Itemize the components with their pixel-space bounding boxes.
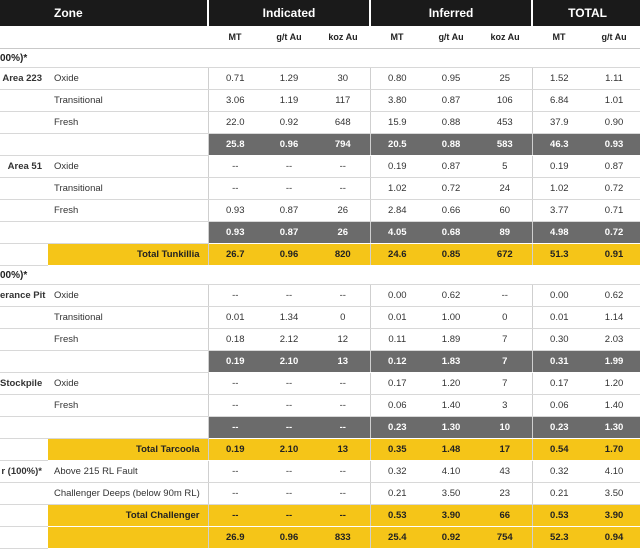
- value-cell: --: [262, 395, 316, 417]
- table-row: [0, 112, 640, 134]
- unit-cell: koz Au: [478, 26, 532, 49]
- value-cell: 0.01: [208, 307, 262, 329]
- zone-label: Transitional: [48, 307, 208, 329]
- value-cell: 2.10: [262, 351, 316, 373]
- deposit-name: [0, 90, 48, 112]
- deposit-name: Area 223: [0, 68, 48, 90]
- value-cell: 17: [478, 439, 532, 461]
- deposit-name: [0, 505, 48, 527]
- zone-label: [48, 222, 208, 244]
- subtotal-row: [0, 351, 640, 373]
- value-cell: 0.18: [208, 329, 262, 351]
- value-cell: 0.17: [532, 373, 586, 395]
- value-cell: 0.91: [586, 244, 640, 266]
- zone-label: Challenger Deeps (below 90m RL): [48, 483, 208, 505]
- deposit-name: [0, 483, 48, 505]
- units-blank: [48, 26, 208, 49]
- value-cell: 26.9: [208, 527, 262, 549]
- header-total: TOTAL: [532, 0, 640, 26]
- value-cell: 1.02: [370, 178, 424, 200]
- value-cell: 1.48: [424, 439, 478, 461]
- value-cell: --: [208, 395, 262, 417]
- header-zone: Zone: [48, 0, 208, 26]
- value-cell: 117: [316, 90, 370, 112]
- value-cell: 1.29: [262, 68, 316, 90]
- value-cell: --: [316, 156, 370, 178]
- deposit-name: [0, 244, 48, 266]
- value-cell: 794: [316, 134, 370, 156]
- value-cell: 52.3: [532, 527, 586, 549]
- value-cell: --: [316, 417, 370, 439]
- value-cell: 0.30: [532, 329, 586, 351]
- section-title: 00%)*: [0, 266, 640, 285]
- value-cell: 0.23: [532, 417, 586, 439]
- value-cell: 4.10: [586, 461, 640, 483]
- unit-cell: MT: [532, 26, 586, 49]
- deposit-name: [0, 439, 48, 461]
- table-row: [0, 373, 640, 395]
- value-cell: 754: [478, 527, 532, 549]
- value-cell: 583: [478, 134, 532, 156]
- value-cell: 0.88: [424, 134, 478, 156]
- subtotal-row: [0, 134, 640, 156]
- value-cell: 13: [316, 439, 370, 461]
- value-cell: 46.3: [532, 134, 586, 156]
- unit-cell: g/t Au: [586, 26, 640, 49]
- zone-label: Fresh: [48, 395, 208, 417]
- value-cell: 26: [316, 222, 370, 244]
- value-cell: 833: [316, 527, 370, 549]
- value-cell: 820: [316, 244, 370, 266]
- value-cell: 0.06: [370, 395, 424, 417]
- zone-label: Above 215 RL Fault: [48, 461, 208, 483]
- deposit-name: [0, 222, 48, 244]
- value-cell: 1.19: [262, 90, 316, 112]
- value-cell: 0.01: [370, 307, 424, 329]
- value-cell: --: [208, 373, 262, 395]
- value-cell: 25.8: [208, 134, 262, 156]
- value-cell: 0.62: [424, 285, 478, 307]
- value-cell: 0.92: [262, 112, 316, 134]
- value-cell: 0.93: [208, 222, 262, 244]
- value-cell: 3.06: [208, 90, 262, 112]
- unit-cell: MT: [370, 26, 424, 49]
- deposit-name: [0, 395, 48, 417]
- table-row: [0, 461, 640, 483]
- value-cell: 0.19: [208, 351, 262, 373]
- value-cell: 1.20: [586, 373, 640, 395]
- value-cell: --: [316, 395, 370, 417]
- value-cell: 3.80: [370, 90, 424, 112]
- value-cell: 0.87: [424, 156, 478, 178]
- value-cell: 0.53: [532, 505, 586, 527]
- zone-label: Oxide: [48, 68, 208, 90]
- deposit-name: r (100%)*: [0, 461, 48, 483]
- value-cell: 0.17: [370, 373, 424, 395]
- value-cell: 1.14: [586, 307, 640, 329]
- zone-label: Oxide: [48, 373, 208, 395]
- value-cell: --: [208, 505, 262, 527]
- deposit-name: [0, 527, 48, 549]
- zone-label: [48, 417, 208, 439]
- deposit-name: [0, 134, 48, 156]
- value-cell: 2.84: [370, 200, 424, 222]
- zone-label: Fresh: [48, 329, 208, 351]
- value-cell: --: [208, 285, 262, 307]
- header-inferred: Inferred: [370, 0, 532, 26]
- value-cell: 0: [478, 307, 532, 329]
- table-row: [0, 200, 640, 222]
- value-cell: 672: [478, 244, 532, 266]
- value-cell: 43: [478, 461, 532, 483]
- value-cell: --: [262, 505, 316, 527]
- value-cell: 10: [478, 417, 532, 439]
- value-cell: 0.11: [370, 329, 424, 351]
- value-cell: 30: [316, 68, 370, 90]
- value-cell: 66: [478, 505, 532, 527]
- zone-label: [48, 527, 208, 549]
- value-cell: 0.94: [586, 527, 640, 549]
- deposit-name: Area 51: [0, 156, 48, 178]
- table-row: [0, 156, 640, 178]
- value-cell: 5: [478, 156, 532, 178]
- value-cell: 22.0: [208, 112, 262, 134]
- header-name-cell: [0, 0, 48, 26]
- value-cell: 0.00: [370, 285, 424, 307]
- value-cell: 0.87: [262, 222, 316, 244]
- unit-cell: MT: [208, 26, 262, 49]
- value-cell: 37.9: [532, 112, 586, 134]
- value-cell: 26.7: [208, 244, 262, 266]
- value-cell: 453: [478, 112, 532, 134]
- value-cell: --: [316, 178, 370, 200]
- value-cell: 0.66: [424, 200, 478, 222]
- zone-label: Oxide: [48, 285, 208, 307]
- value-cell: 0.80: [370, 68, 424, 90]
- value-cell: 0.93: [586, 134, 640, 156]
- value-cell: 1.40: [586, 395, 640, 417]
- value-cell: 0.93: [208, 200, 262, 222]
- value-cell: 0.71: [586, 200, 640, 222]
- value-cell: 0.96: [262, 134, 316, 156]
- value-cell: 0.06: [532, 395, 586, 417]
- unit-cell: g/t Au: [424, 26, 478, 49]
- value-cell: 51.3: [532, 244, 586, 266]
- value-cell: --: [262, 373, 316, 395]
- value-cell: 13: [316, 351, 370, 373]
- deposit-name: erance Pit: [0, 285, 48, 307]
- value-cell: 2.12: [262, 329, 316, 351]
- zone-label: [48, 351, 208, 373]
- value-cell: 26: [316, 200, 370, 222]
- value-cell: 0.72: [424, 178, 478, 200]
- zone-label: Fresh: [48, 112, 208, 134]
- table-row: [0, 307, 640, 329]
- value-cell: 12: [316, 329, 370, 351]
- value-cell: 3: [478, 395, 532, 417]
- value-cell: 0.95: [424, 68, 478, 90]
- deposit-name: [0, 329, 48, 351]
- value-cell: --: [208, 461, 262, 483]
- table-row: [0, 483, 640, 505]
- value-cell: 1.02: [532, 178, 586, 200]
- value-cell: --: [208, 178, 262, 200]
- value-cell: 0.19: [532, 156, 586, 178]
- value-cell: 1.52: [532, 68, 586, 90]
- zone-label: [48, 134, 208, 156]
- value-cell: 4.05: [370, 222, 424, 244]
- subtotal-row: [0, 417, 640, 439]
- value-cell: 7: [478, 329, 532, 351]
- value-cell: 15.9: [370, 112, 424, 134]
- table-row: [0, 285, 640, 307]
- value-cell: 1.89: [424, 329, 478, 351]
- value-cell: 0.54: [532, 439, 586, 461]
- subtotal-row: [0, 222, 640, 244]
- value-cell: 0.35: [370, 439, 424, 461]
- deposit-name: [0, 307, 48, 329]
- section-title: 00%)*: [0, 49, 640, 68]
- zone-label: Total Challenger: [48, 505, 208, 527]
- zone-label: Fresh: [48, 200, 208, 222]
- value-cell: 0: [316, 307, 370, 329]
- deposit-name: [0, 112, 48, 134]
- total-row: [0, 439, 640, 461]
- value-cell: 1.01: [586, 90, 640, 112]
- deposit-name: Stockpile: [0, 373, 48, 395]
- value-cell: 0.90: [586, 112, 640, 134]
- value-cell: 1.70: [586, 439, 640, 461]
- value-cell: --: [316, 505, 370, 527]
- table-row: [0, 68, 640, 90]
- value-cell: --: [262, 285, 316, 307]
- value-cell: 106: [478, 90, 532, 112]
- value-cell: 0.32: [532, 461, 586, 483]
- value-cell: 0.62: [586, 285, 640, 307]
- value-cell: 0.72: [586, 178, 640, 200]
- value-cell: 0.31: [532, 351, 586, 373]
- value-cell: 23: [478, 483, 532, 505]
- value-cell: 1.00: [424, 307, 478, 329]
- unit-cell: g/t Au: [262, 26, 316, 49]
- unit-cell: koz Au: [316, 26, 370, 49]
- value-cell: --: [316, 483, 370, 505]
- value-cell: 3.77: [532, 200, 586, 222]
- value-cell: 20.5: [370, 134, 424, 156]
- value-cell: --: [262, 156, 316, 178]
- zone-label: Transitional: [48, 178, 208, 200]
- value-cell: --: [316, 373, 370, 395]
- value-cell: 0.68: [424, 222, 478, 244]
- value-cell: 25: [478, 68, 532, 90]
- value-cell: 0.12: [370, 351, 424, 373]
- value-cell: 1.11: [586, 68, 640, 90]
- value-cell: 0.71: [208, 68, 262, 90]
- value-cell: 3.90: [586, 505, 640, 527]
- total-row: [0, 505, 640, 527]
- value-cell: 3.50: [586, 483, 640, 505]
- header-row: [0, 0, 640, 26]
- value-cell: 24.6: [370, 244, 424, 266]
- value-cell: 648: [316, 112, 370, 134]
- deposit-name: [0, 417, 48, 439]
- value-cell: 1.34: [262, 307, 316, 329]
- value-cell: --: [208, 156, 262, 178]
- value-cell: 4.98: [532, 222, 586, 244]
- value-cell: 2.10: [262, 439, 316, 461]
- value-cell: 0.01: [532, 307, 586, 329]
- value-cell: 3.90: [424, 505, 478, 527]
- value-cell: --: [478, 285, 532, 307]
- section-row: [0, 266, 640, 285]
- table-row: [0, 178, 640, 200]
- value-cell: --: [208, 417, 262, 439]
- value-cell: --: [262, 461, 316, 483]
- value-cell: 0.72: [586, 222, 640, 244]
- value-cell: 0.21: [370, 483, 424, 505]
- value-cell: 1.99: [586, 351, 640, 373]
- value-cell: 1.30: [586, 417, 640, 439]
- value-cell: 1.20: [424, 373, 478, 395]
- value-cell: 3.50: [424, 483, 478, 505]
- deposit-name: [0, 200, 48, 222]
- value-cell: --: [262, 178, 316, 200]
- value-cell: 0.87: [262, 200, 316, 222]
- value-cell: 1.40: [424, 395, 478, 417]
- value-cell: 0.19: [208, 439, 262, 461]
- value-cell: 0.92: [424, 527, 478, 549]
- value-cell: 2.03: [586, 329, 640, 351]
- total-row: [0, 527, 640, 549]
- total-row: [0, 244, 640, 266]
- units-blank: [0, 26, 48, 49]
- header-indicated: Indicated: [208, 0, 370, 26]
- value-cell: 0.96: [262, 244, 316, 266]
- table-row: [0, 395, 640, 417]
- deposit-name: [0, 178, 48, 200]
- value-cell: 24: [478, 178, 532, 200]
- table-row: [0, 90, 640, 112]
- zone-label: Oxide: [48, 156, 208, 178]
- value-cell: 6.84: [532, 90, 586, 112]
- value-cell: 7: [478, 351, 532, 373]
- section-row: [0, 49, 640, 68]
- value-cell: --: [262, 483, 316, 505]
- deposit-name: [0, 351, 48, 373]
- value-cell: 25.4: [370, 527, 424, 549]
- value-cell: 1.30: [424, 417, 478, 439]
- value-cell: 0.87: [424, 90, 478, 112]
- value-cell: 7: [478, 373, 532, 395]
- value-cell: --: [316, 285, 370, 307]
- value-cell: --: [208, 483, 262, 505]
- value-cell: 0.23: [370, 417, 424, 439]
- value-cell: --: [262, 417, 316, 439]
- value-cell: 0.53: [370, 505, 424, 527]
- value-cell: 0.88: [424, 112, 478, 134]
- value-cell: 0.87: [586, 156, 640, 178]
- value-cell: 89: [478, 222, 532, 244]
- value-cell: 0.19: [370, 156, 424, 178]
- value-cell: 0.32: [370, 461, 424, 483]
- value-cell: 0.85: [424, 244, 478, 266]
- table-row: [0, 329, 640, 351]
- value-cell: 4.10: [424, 461, 478, 483]
- value-cell: 60: [478, 200, 532, 222]
- zone-label: Total Tunkillia: [48, 244, 208, 266]
- zone-label: Total Tarcoola: [48, 439, 208, 461]
- value-cell: 0.96: [262, 527, 316, 549]
- value-cell: --: [316, 461, 370, 483]
- value-cell: 0.00: [532, 285, 586, 307]
- units-row: [0, 26, 640, 49]
- value-cell: 0.21: [532, 483, 586, 505]
- zone-label: Transitional: [48, 90, 208, 112]
- value-cell: 1.83: [424, 351, 478, 373]
